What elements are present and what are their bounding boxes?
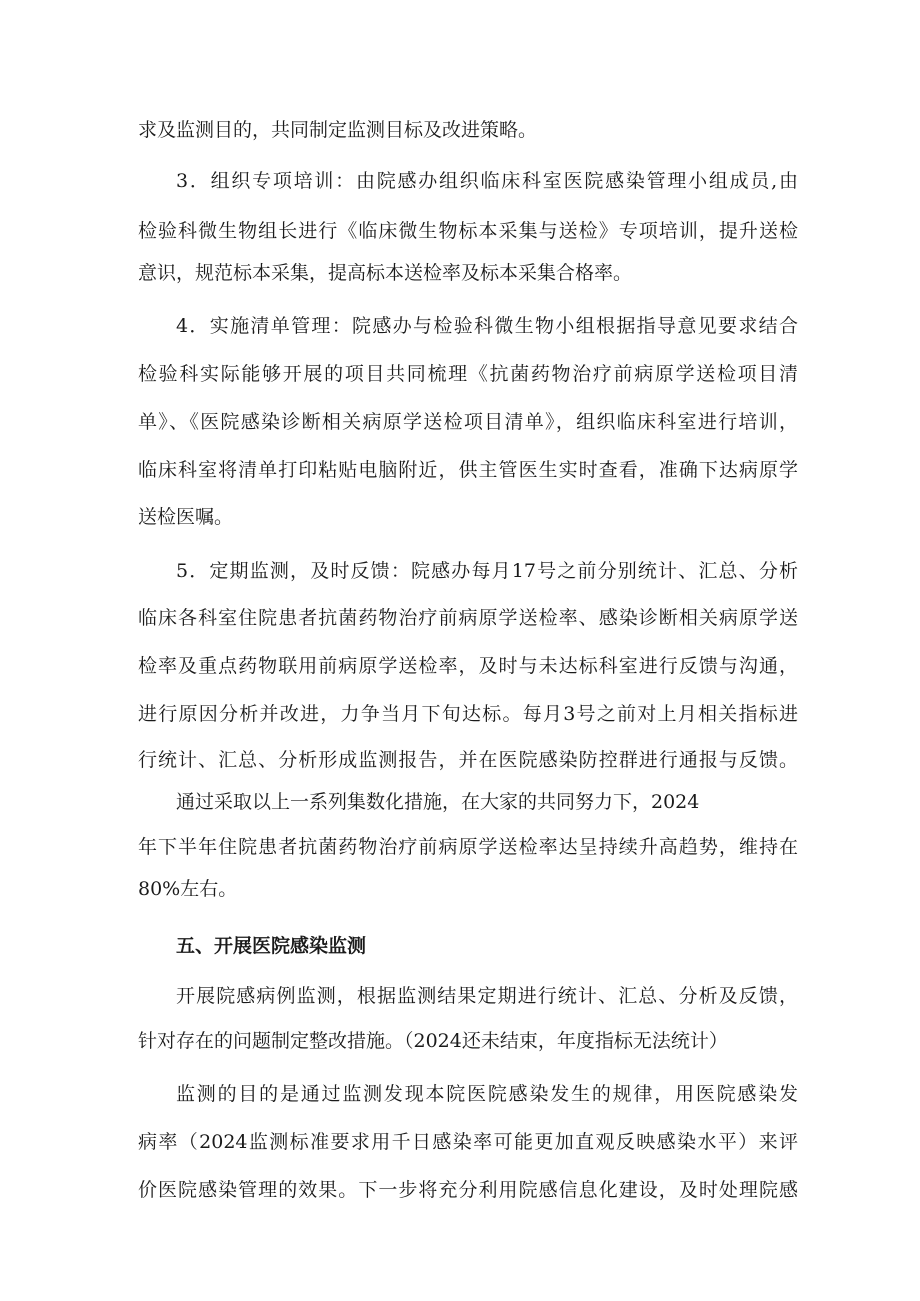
text-line: 检验科微生物组长进行《临床微生物标本采集与送检》专项培训，提升送检 <box>138 220 798 242</box>
text-line: 意识，规范标本采集，提高标本送检率及标本采集合格率。 <box>138 262 633 284</box>
text-line: 病率（2024监测标准要求用千日感染率可能更加直观反映感染水平）来评 <box>138 1131 798 1153</box>
text-line: 3．组织专项培训：由院感办组织临床科室医院感染管理小组成员,由 <box>176 170 798 192</box>
text-line: 检验科实际能够开展的项目共同梳理《抗菌药物治疗前病原学送检项目清 <box>138 363 798 385</box>
text-line: 年下半年住院患者抗菌药物治疗前病原学送检率达呈持续升高趋势，维持在 <box>138 836 798 858</box>
text-line: 开展院感病例监测，根据监测结果定期进行统计、汇总、分析及反馈， <box>176 985 798 1007</box>
text-line: 进行原因分析并改进，力争当月下旬达标。每月3号之前对上月相关指标进 <box>138 703 798 725</box>
text-line: 针对存在的问题制定整改措施。（2024还未结束，年度指标无法统计） <box>138 1030 728 1052</box>
text-line: 检率及重点药物联用前病原学送检率，及时与未达标科室进行反馈与沟通， <box>138 655 798 677</box>
text-line: 监测的目的是通过监测发现本院医院感染发生的规律，用医院感染发 <box>176 1083 798 1105</box>
text-line: 80%左右。 <box>138 878 238 900</box>
text-line: 价医院感染管理的效果。下一步将充分利用院感信息化建设，及时处理院感 <box>138 1179 798 1201</box>
section-heading: 五、开展医院感染监测 <box>176 935 367 957</box>
text-line: 4．实施清单管理：院感办与检验科微生物小组根据指导意见要求结合 <box>176 315 798 337</box>
text-line: 求及监测目的，共同制定监测目标及改进策略。 <box>138 119 538 141</box>
text-line: 行统计、汇总、分析形成监测报告，并在医院感染防控群进行通报与反馈。 <box>138 749 798 771</box>
text-line: 临床科室将清单打印粘贴电脑附近，供主管医生实时查看，准确下达病原学 <box>138 459 798 481</box>
text-line: 单》、《医院感染诊断相关病原学送检项目清单》，组织临床科室进行培训， <box>138 411 798 433</box>
text-line: 临床各科室住院患者抗菌药物治疗前病原学送检率、感染诊断相关病原学送 <box>138 607 798 629</box>
text-line: 5．定期监测，及时反馈：院感办每月17号之前分别统计、汇总、分析 <box>176 560 798 582</box>
text-line: 通过采取以上一系列集数化措施，在大家的共同努力下，2024 <box>176 791 700 813</box>
text-line: 送检医嘱。 <box>138 506 234 528</box>
